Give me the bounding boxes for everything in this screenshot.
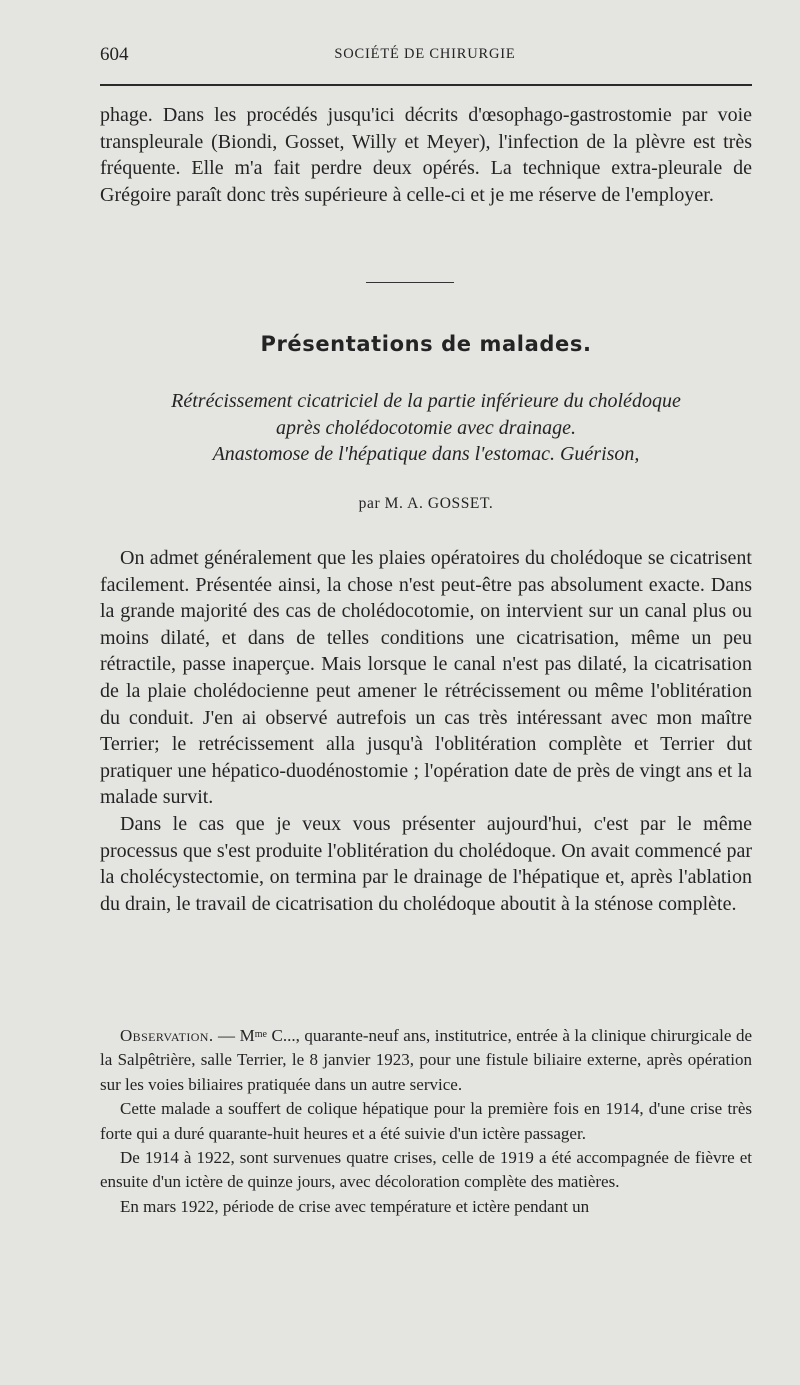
- article-title-line-1: Rétrécissement cicatriciel de la partie inférieure du cholédoque: [171, 390, 681, 412]
- intro-paragraph: phage. Dans les procédés jusqu'ici décrits d'œsophago-gastrostomie par voie transpleurale (Biondi, Gosset, Willy et Meyer), l'infection de la plèvre est très fréquente. Elle m'a fait perdre deux opérés. La technique extra-pleurale de Grégoire paraît donc très supérieure à celle-ci et je me réserve de l'employer.: [100, 104, 752, 206]
- section-title: Présentations de malades.: [260, 332, 592, 356]
- observation-paragraph-4: En mars 1922, période de crise avec température et ictère pendant un: [120, 1196, 590, 1216]
- page-number: 604: [100, 44, 129, 65]
- header-rule: [100, 84, 752, 86]
- observation-paragraph-2: Cette malade a souffert de colique hépatique pour la première fois en 1914, d'une crise très forte qui a duré quarante-huit heures et a été suivie d'un ictère passager.: [100, 1099, 752, 1143]
- observation-text: C..., quarante-neuf ans, institutrice, entrée à la clinique chirurgicale de la Salpêtrière, salle Terrier, le 8 janvier 1923, pour une fistule biliaire externe, après opération sur les voies biliaires pratiquée dans un autre service.: [100, 1026, 752, 1094]
- body-text: [100, 545, 752, 917]
- observation-section: [100, 1024, 752, 1219]
- section-separator: [366, 282, 454, 283]
- observation-dash: —: [213, 1026, 240, 1045]
- page-header: [100, 44, 750, 70]
- byline: par M. A. GOSSET.: [358, 495, 494, 512]
- observation-label: Observation.: [120, 1026, 214, 1045]
- body-paragraph-2: Dans le cas que je veux vous présenter aujourd'hui, c'est par le même processus que s'est produite l'oblitération du cholédoque. On avait commencé par la cholécystectomie, on termina par le drainage de l'hépatique et, après l'ablation du drain, le travail de cicatrisation du cholédoque aboutit à la sténose complète.: [100, 812, 752, 915]
- mme-superscript: me: [254, 1029, 267, 1040]
- observation-paragraph-1: [100, 1024, 752, 1097]
- article-title: [100, 388, 752, 468]
- observation-paragraph-3: De 1914 à 1922, sont survenues quatre crises, celle de 1919 a été accompagnée de fièvre et ensuite d'un ictère de quinze jours, avec décoloration complète des matières.: [100, 1148, 752, 1192]
- running-head: SOCIÉTÉ DE CHIRURGIE: [334, 46, 516, 62]
- article-title-line-2: après cholédocotomie avec drainage.: [276, 416, 576, 439]
- article-title-line-3: Anastomose de l'hépatique dans l'estomac. Guérison,: [212, 443, 640, 466]
- mme-abbrev: M: [239, 1026, 255, 1045]
- body-paragraph-1: On admet généralement que les plaies opératoires du cholédoque se cicatrisent facilement. Présentée ainsi, la chose n'est peut-être pas absolument exacte. Dans la grande majorité des cas de cholédocotomie, on intervient sur un canal plus ou moins dilaté, et dans de telles conditions une cicatrisation, même un peu rétractile, passe inaperçue. Mais lorsque le canal n'est pas dilaté, la cicatrisation de la plaie cholédocienne peut amener le rétrécissement ou même l'oblitération du conduit. J'en ai observé autrefois un cas très intéressant avec mon maître Terrier; le retrécissement alla jusqu'à l'oblitération complète et Terrier dut pratiquer une hépatico-duodénostomie ; l'opération date de près de vingt ans et la malade survit.: [100, 547, 752, 809]
